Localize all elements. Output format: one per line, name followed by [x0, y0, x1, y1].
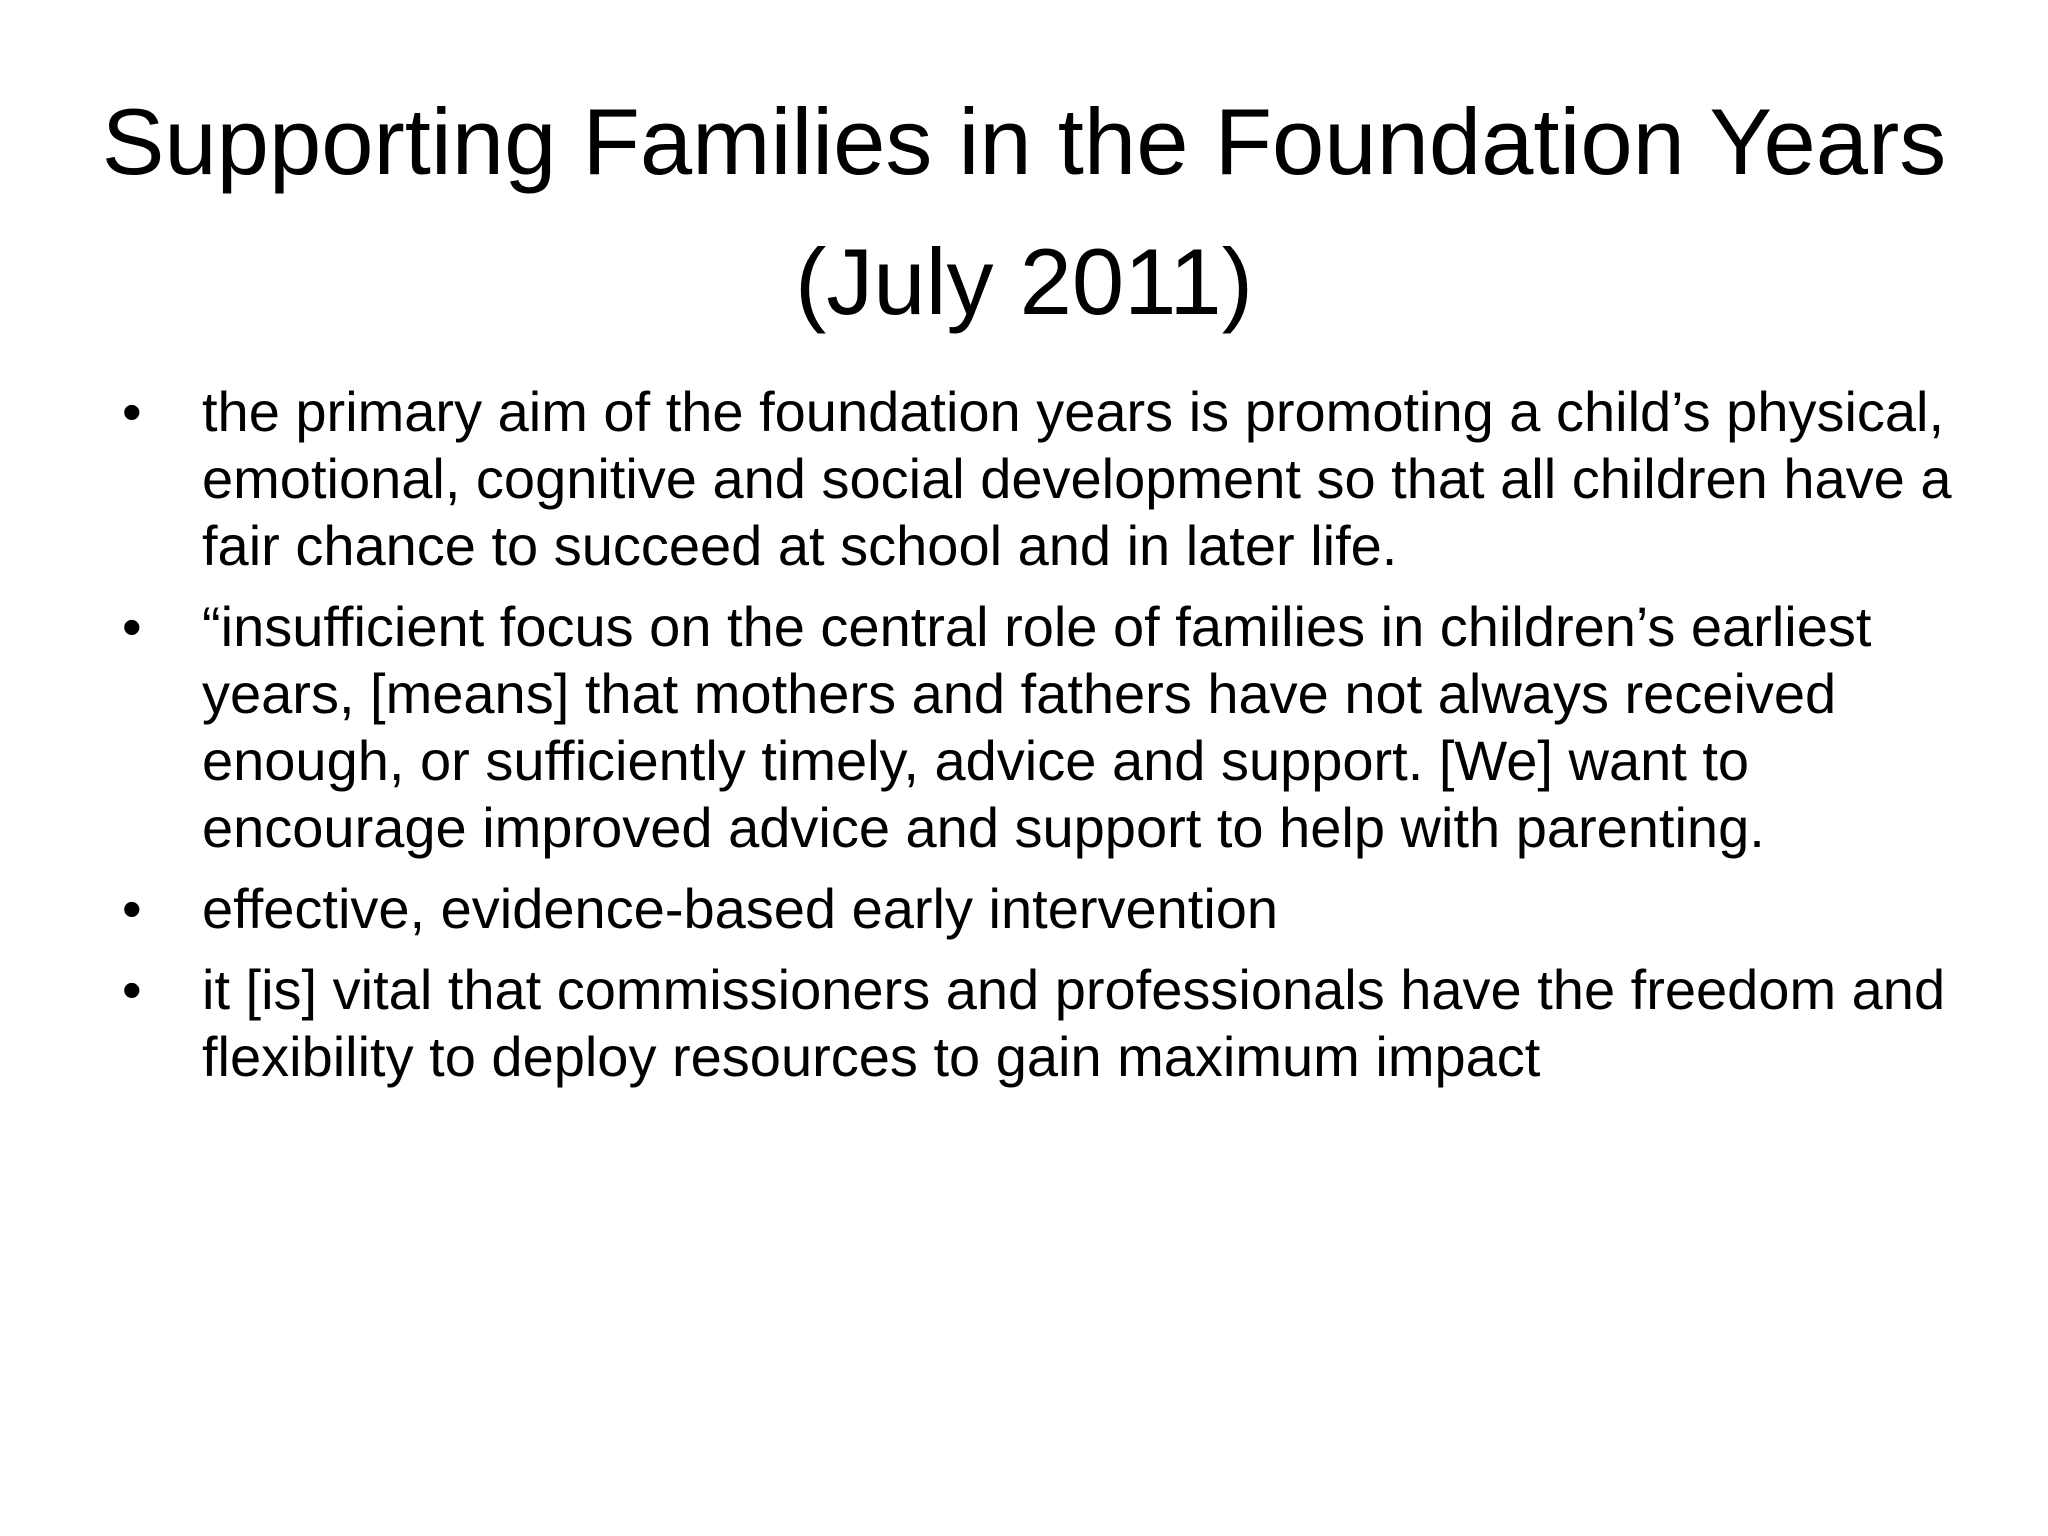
bullet-item [122, 593, 1962, 861]
bullet-item [122, 378, 1962, 579]
bullet-dot-icon: • [122, 595, 142, 658]
bullet-item [122, 956, 1962, 1090]
bullet-dot-icon: • [122, 958, 142, 1021]
bullet-dot-icon: • [122, 877, 142, 940]
bullet-list [122, 378, 1962, 1104]
bullet-text: the primary aim of the foundation years is promoting a child’s physical, emotional, cognitive and social development so that all children have a fair chance to succeed at school and in later life. [202, 380, 1952, 577]
bullet-text: it [is] vital that commissioners and professionals have the freedom and flexibility to deploy resources to gain maximum impact [202, 958, 1946, 1088]
bullet-text: effective, evidence-based early intervention [202, 877, 1279, 940]
bullet-dot-icon: • [122, 380, 142, 443]
bullet-item [122, 875, 1962, 942]
bullet-text: “insufficient focus on the central role of families in children’s earliest years, [means] that mothers and fathers have not always received enough, or sufficiently timely, advice and support. [We] want to encourage improved advice and support to help with parenting. [202, 595, 1872, 859]
slide-title: Supporting Families in the Foundation Years (July 2011) [101, 89, 1947, 334]
